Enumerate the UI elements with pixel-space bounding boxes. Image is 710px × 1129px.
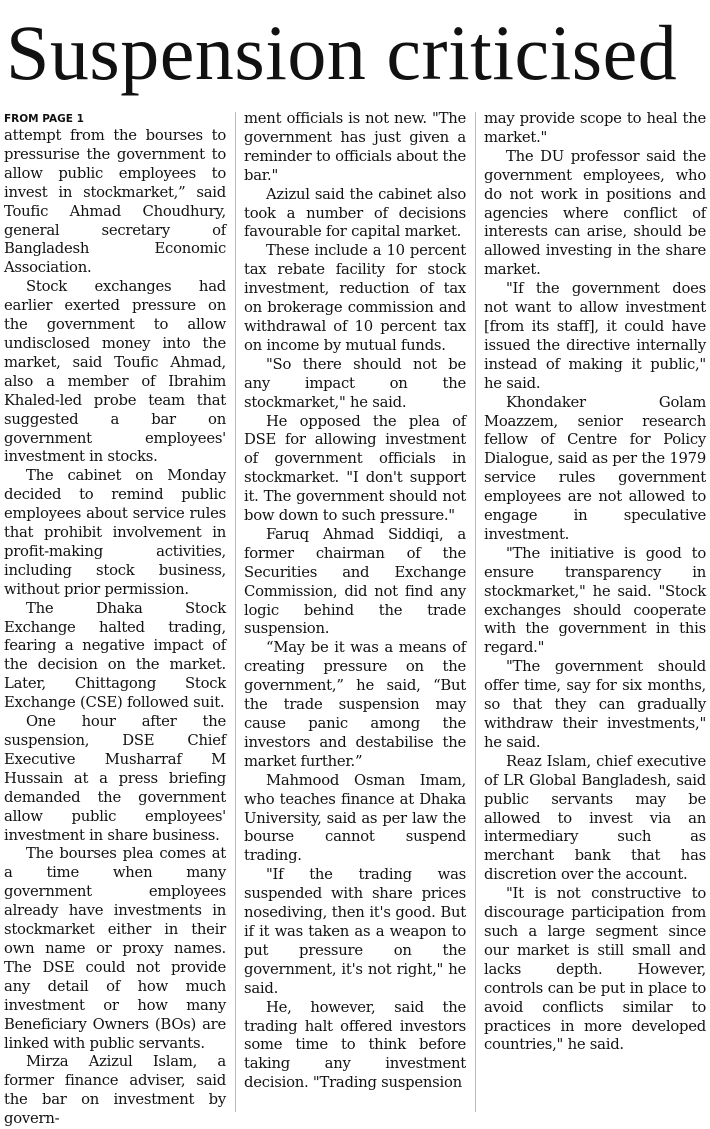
paragraph: The cabinet on Monday decided to remind public employees about service rules that prohibit involvement in profit-making activities, including stock business, without prior permission. (4, 467, 226, 598)
paragraph: “May be it was a means of creating pressure on the government,” he said, “But the trade suspension may cause panic among the investors and destabilise the market further.” (244, 639, 466, 770)
paragraph: "So there should not be any impact on the stockmarket," he said. (244, 355, 466, 411)
paragraph: The bourses plea comes at a time when many government employees already have investments in stockmarket either in their own name or proxy names. The DSE could not provide any detail of how much investment or how many Beneficiary Owners (BOs) are linked with public servants. (4, 845, 226, 1052)
paragraph: Reaz Islam, chief executive of LR Global Bangladesh, said public servants may be allowed to invest via an intermediary such as merchant bank that has discretion over the account. (484, 752, 706, 884)
paragraph: attempt from the bourses to pressurise the government to allow public employees to invest in stockmarket,” said Toufic Ahmad Choudhury, general secretary of Bangladesh Economic Association. (4, 127, 226, 277)
headline: Suspension criticised (6, 9, 678, 96)
paragraph: He, however, said the trading halt offered investors some time to think before taking any investment decision. "Trading suspension (244, 998, 466, 1092)
column-2 (244, 110, 466, 1129)
paragraph: Faruq Ahmad Siddiqi, a former chairman of the Securities and Exchange Commission, did not find any logic behind the trade suspension. (244, 525, 466, 638)
paragraph: "The initiative is good to ensure transparency in stockmarket," he said. "Stock exchanges should cooperate with the government in this regard." (484, 544, 706, 657)
paragraph: Azizul said the cabinet also took a number of decisions favourable for capital market. (244, 185, 466, 241)
paragraph: The Dhaka Stock Exchange halted trading, fearing a negative impact of the decision on the market. Later, Chittagong Stock Exchange (CSE) followed suit. (4, 599, 226, 712)
paragraph: He opposed the plea of DSE for allowing investment of government officials in stockmarket. "I don't support it. The government should not bow down to such pressure." (244, 412, 466, 525)
paragraph: Stock exchanges had earlier exerted pressure on the government to allow undisclosed money into the market, said Toufic Ahmad, also a member of Ibrahim Khaled-led probe team that suggested a bar on government employees' investment in stocks. (4, 278, 226, 466)
paragraph: Mahmood Osman Imam, who teaches finance at Dhaka University, said as per law the bourse cannot suspend trading. (244, 771, 466, 865)
paragraph: "It is not constructive to discourage participation from such a large segment since our market is still small and lacks depth. However, controls can be put in place to avoid conflicts similar to practices in more developed countries," he said. (484, 885, 706, 1054)
paragraph: One hour after the suspension, DSE Chief Executive Musharraf M Hussain at a press briefing demanded the government allow public employees' investment in share business. (4, 713, 226, 844)
paragraph: "If the trading was suspended with share prices nosediving, then it's good. But if it was taken as a weapon to put pressure on the government, it's not right," he said. (244, 866, 466, 997)
article-body (4, 110, 706, 1129)
continuation-kicker: FROM PAGE 1 (4, 113, 84, 125)
paragraph: ment officials is not new. "The government has just given a reminder to officials about the bar." (244, 110, 466, 184)
paragraph: may provide scope to heal the market." (484, 110, 706, 146)
paragraph: "If the government does not want to allow investment [from its staff], it could have issued the directive internally instead of making it public," he said. (484, 280, 706, 392)
column-1 (4, 110, 226, 1129)
paragraph: "The government should offer time, say for six months, so that they can gradually withdraw their investments," he said. (484, 658, 706, 751)
paragraph: Khondaker Golam Moazzem, senior research fellow of Centre for Policy Dialogue, said as per the 1979 service rules government employees are not allowed to engage in speculative investment. (484, 393, 706, 543)
paragraph: Mirza Azizul Islam, a former finance adviser, said the bar on investment by govern- (4, 1053, 226, 1128)
newspaper-clipping (0, 9, 710, 1128)
column-3 (484, 110, 706, 1129)
paragraph: The DU professor said the government employees, who do not work in positions and agencies where conflict of interests can arise, should be allowed investing in the share market. (484, 147, 706, 279)
paragraph: These include a 10 percent tax rebate facility for stock investment, reduction of tax on brokerage commission and withdrawal of 10 percent tax on income by mutual funds. (244, 242, 466, 354)
